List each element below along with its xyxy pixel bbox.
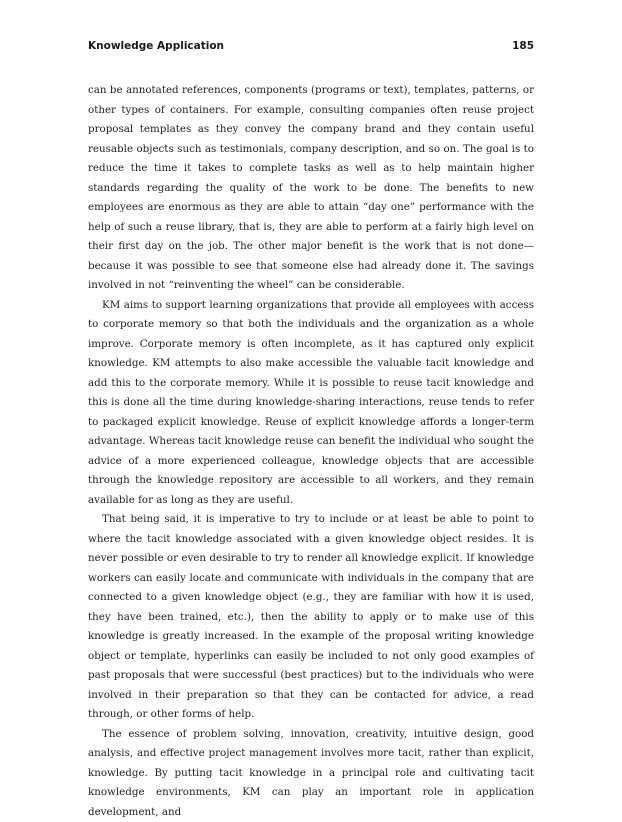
- paragraph-1: can be annotated references, components (programs or text), templates, patterns, or other types of containers. For example, consulting companies often reuse project proposal templates as they convey the company brand and they contain useful reusable objects such as testimonials, company description, and so on. The goal is to reduce the time it takes to complete tasks as well as to help maintain higher standards regarding the quality of the work to be done. The benefits to new employees are enormous as they are able to attain “day one” performance with the help of such a reuse library, that is, they are able to perform at a fairly high level on their first day on the job. The other major benefit is the work that is not done—because it was possible to see that someone else had already done it. The savings involved in not “reinventing the wheel” can be considerable.: [88, 81, 534, 296]
- page-number: 185: [512, 40, 534, 52]
- body-text: [88, 81, 534, 822]
- paragraph-4: The essence of problem solving, innovation, creativity, intuitive design, good analysis, and effective project management involves more tacit, rather than explicit, knowledge. By putting tacit knowledge in a principal role and cultivating tacit knowledge environments, KM can play an important role in application development, and: [88, 725, 534, 822]
- running-header: [88, 40, 534, 56]
- chapter-title: Knowledge Application: [88, 40, 224, 52]
- paragraph-2: KM aims to support learning organizations that provide all employees with access to corporate memory so that both the individuals and the organization as a whole improve. Corporate memory is often incomplete, as it has captured only explicit knowledge. KM attempts to also make accessible the valuable tacit knowledge and add this to the corporate memory. While it is possible to reuse tacit knowledge and this is done all the time during knowledge-sharing interactions, reuse tends to refer to packaged explicit knowledge. Reuse of explicit knowledge affords a longer-term advantage. Whereas tacit knowledge reuse can benefit the individual who sought the advice of a more experienced colleague, knowledge objects that are accessible through the knowledge repository are accessible to all workers, and they remain available for as long as they are useful.: [88, 296, 534, 511]
- paragraph-3: That being said, it is imperative to try to include or at least be able to point to where the tacit knowledge associated with a given knowledge object resides. It is never possible or even desirable to try to render all knowledge explicit. If knowledge workers can easily locate and communicate with individuals in the company that are connected to a given knowledge object (e.g., they are familiar with how it is used, they have been trained, etc.), then the ability to apply or to make use of this knowledge is greatly increased. In the example of the proposal writing knowledge object or template, hyperlinks can easily be included to not only good examples of past proposals that were successful (best practices) but to the individuals who were involved in their preparation so that they can be contacted for advice, a read through, or other forms of help.: [88, 510, 534, 725]
